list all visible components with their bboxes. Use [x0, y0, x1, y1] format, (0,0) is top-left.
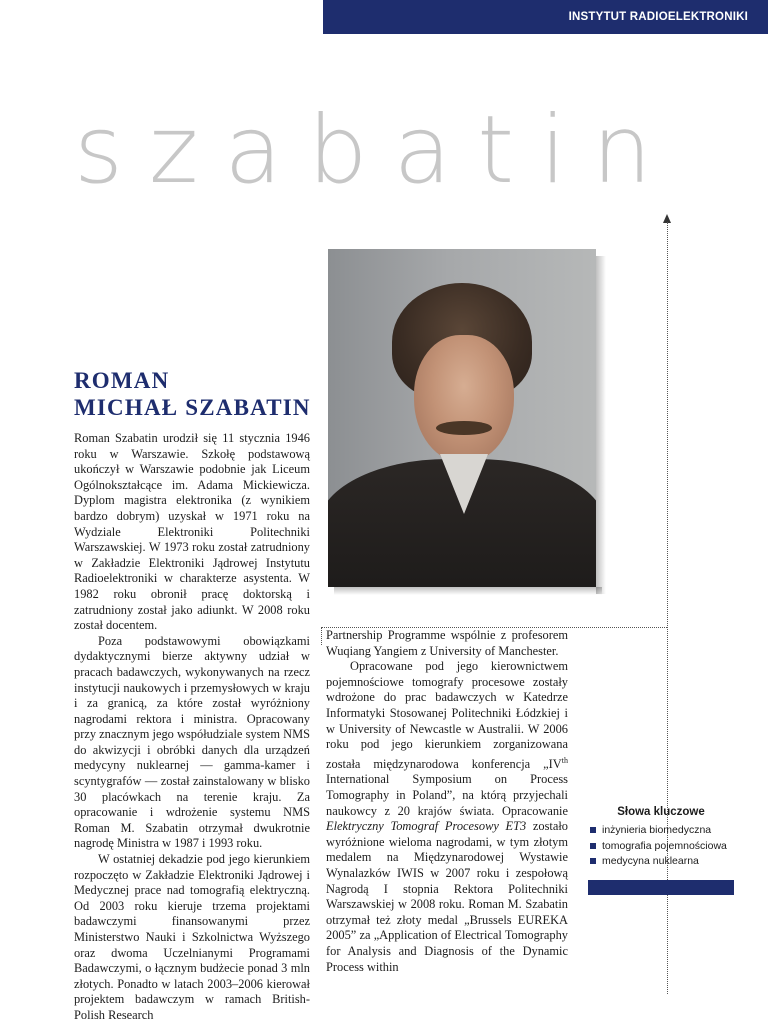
paragraph: Poza podstawowymi obowiązkami dydaktycznymi bierze aktywny udział w pracach badawczych, wykonywanych na rzecz instytucji naukowych i przemysłowych w kraju i za granicą, za które został wyróżniony nagrodami rektora i ministra. Opracowany przy znacznym jego współudziale system NMS do akwizycji i obróbki danych dla urządzeń medycyny nuklearnej — gamma-kamer i scyntygrafów — został zainstalowany w blisko 30 placówkach na terenie kraju. Za opracowanie i wdrożenie systemu NMS Roman M. Szabatin otrzymał dwukrotnie nagrodę Ministra w 1987 i 1993 roku. [74, 633, 310, 851]
paragraph: Opracowane pod jego kierownictwem pojemnościowe tomografy procesowe zostały wdrożone do prac badawczych w Katedrze Informatyki Stosowanej Politechniki Łódzkiej i w University of Newcastle w Australii. W 2006 roku pod jego kierunkiem zorganizowana została międzynarodowa konferencja „IVth International Symposium on Process Tomography in Poland”, na którą przyjechali naukowcy z 20 krajów świata. Opracowanie Elektryczny Tomograf Procesowy ET3 zostało wyróżnione wieloma nagrodami, w tym złotym medalem na Międzynarodowej Wystawie Wynalazków IWIS w 2007 roku i zespołową Nagrodą I stopnia Rektora Politechniki Warszawskiej w 2008 roku. Roman M. Szabatin otrzymał też złoty medal „Brussels EUREKA 2005” za „Application of Electrical Tomography for Analysis and Diagnosis of the Dynamic Process within [326, 659, 568, 974]
square-bullet-icon [590, 858, 596, 864]
keyword-item: inżynieria biomedyczna [588, 824, 734, 837]
text-column-1 [74, 431, 310, 1024]
keywords-list [588, 824, 734, 868]
keyword-item: medycyna nuklearna [588, 855, 734, 868]
decorative-blue-block [588, 880, 734, 895]
header-bar [323, 0, 768, 34]
photo-shadow [596, 256, 606, 594]
photo-shadow-bottom [334, 587, 602, 595]
text-column-2 [326, 628, 568, 975]
keyword-item: tomografia pojemnościowa [588, 840, 734, 853]
keywords-box [588, 806, 734, 871]
square-bullet-icon [590, 843, 596, 849]
big-surname-heading: szabatin [74, 96, 678, 205]
dotted-line-vertical [667, 222, 668, 994]
institute-label: INSTYTUT RADIOELEKTRONIKI [568, 11, 748, 23]
dotted-line-connector [321, 627, 322, 645]
superscript: th [561, 755, 568, 765]
author-first-line: ROMAN [74, 368, 170, 393]
square-bullet-icon [590, 827, 596, 833]
portrait-photo [328, 249, 596, 587]
author-second-line: MICHAŁ SZABATIN [74, 395, 311, 420]
paragraph: W ostatniej dekadzie pod jego kierunkiem rozpoczęto w Zakładzie Elektroniki Jądrowej i Medycznej prace nad tomografią elektryczną. Od 2003 roku kieruje trzema projektami badawczymi finansowanymi przez Ministerstwo Nauki i Szkolnictwa Wyższego oraz dwoma Uczelnianymi Programami Badawczymi, o łącznym budżecie ponad 3 mln złotych. Ponadto w latach 2003–2006 kierował projektem badawczym w ramach British-Polish Research [74, 852, 310, 1022]
author-name [74, 367, 334, 421]
keywords-title: Słowa kluczowe [617, 806, 705, 818]
paragraph: Partnership Programme wspólnie z profesorem Wuqiang Yangiem z University of Manchester. [326, 628, 568, 658]
italic-title: Elektryczny Tomograf Procesowy ET3 [326, 819, 527, 834]
paragraph: Roman Szabatin urodził się 11 stycznia 1946 roku w Warszawie. Szkołę podstawową ukończył w Warszawie podobnie jak Liceum Ogólnokształcące im. Adama Mickiewicza. Dyplom magistra elektronika (z wynikiem bardzo dobrym) uzyskał w 1971 roku na Wydziale Elektroniki Politechniki Warszawskiej. W 1973 roku został zatrudniony w Zakładzie Elektroniki Jądrowej Instytutu Radioelektroniki w charakterze asystenta. W 1982 roku obronił pracę doktorską i zatrudniony został jako adiunkt. W 2008 roku został docentem. [74, 431, 310, 633]
